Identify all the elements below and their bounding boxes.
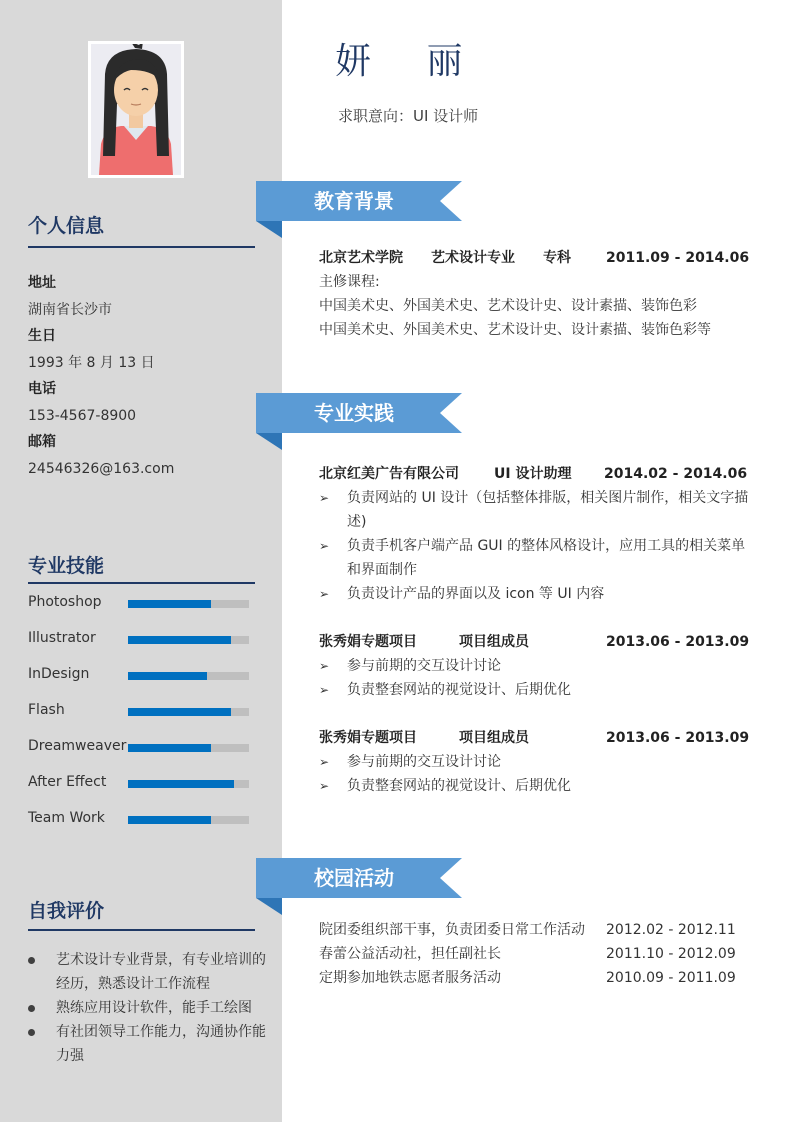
role-name: UI 设计助理 — [494, 466, 572, 482]
arrow-bullet-icon: ➢ — [319, 539, 330, 553]
skill-bar-fill — [128, 780, 234, 788]
experience-ribbon — [256, 393, 466, 450]
activities-ribbon — [256, 858, 466, 915]
experience-entry — [319, 726, 759, 798]
duty-item — [319, 678, 759, 702]
birthday-value: 1993 年 8 月 13 日 — [28, 354, 155, 371]
education-summary-row — [319, 246, 759, 270]
skills-list — [28, 586, 253, 838]
education-section — [319, 246, 759, 342]
activity-text: 春蕾公益活动社，担任副社长 — [319, 946, 501, 962]
personal-info-list — [28, 270, 258, 482]
education-ribbon — [256, 181, 466, 238]
skill-bar-track — [128, 636, 249, 644]
duty-text: 负责手机客户端产品 GUI 的整体风格设计，应用工具的相关菜单和界面制作 — [347, 538, 746, 578]
skill-bar-fill — [128, 708, 231, 716]
duty-text: 参与前期的交互设计讨论 — [347, 754, 501, 770]
duty-text: 负责设计产品的界面以及 icon 等 UI 内容 — [347, 586, 605, 602]
skill-name: After Effect — [28, 774, 107, 790]
duty-text: 负责网站的 UI 设计（包括整体排版，相关图片制作，相关文字描述) — [347, 490, 749, 530]
degree-name: 专科 — [543, 250, 571, 266]
course-line: 中国美术史、外国美术史、艺术设计史、设计素描、装饰色彩等 — [319, 322, 711, 338]
duty-item — [319, 654, 759, 678]
company-name: 张秀娟专题项目 — [319, 634, 417, 650]
skill-bar-fill — [128, 744, 211, 752]
phone-label: 电话 — [28, 381, 56, 397]
skill-name: Flash — [28, 702, 65, 718]
job-objective: 求职意向：UI 设计师 — [338, 107, 479, 125]
self-evaluation-text: 艺术设计专业背景，有专业培训的经历，熟悉设计工作流程 — [56, 952, 266, 992]
skill-row — [28, 622, 253, 658]
company-name: 张秀娟专题项目 — [319, 730, 417, 746]
arrow-bullet-icon: ➢ — [319, 755, 330, 769]
duty-text: 负责整套网站的视觉设计、后期优化 — [347, 778, 571, 794]
major-name: 艺术设计专业 — [431, 250, 515, 266]
activity-text: 定期参加地铁志愿者服务活动 — [319, 970, 501, 986]
self-evaluation-item — [28, 1020, 278, 1068]
candidate-name: 妍 丽 — [335, 41, 485, 82]
skill-bar-track — [128, 816, 249, 824]
skill-bar-track — [128, 744, 249, 752]
activities-heading: 校园活动 — [314, 866, 394, 890]
duty-item — [319, 534, 759, 582]
phone-value: 153-4567-8900 — [28, 407, 137, 424]
activities-list — [319, 918, 759, 990]
bullet-dot-icon — [28, 1005, 35, 1012]
duty-item — [319, 582, 759, 606]
skills-heading: 专业技能 — [28, 555, 105, 577]
skill-name: Team Work — [28, 810, 105, 826]
company-name: 北京红美广告有限公司 — [319, 466, 459, 482]
email-value: 24546326@163.com — [28, 460, 175, 477]
profile-photo — [88, 41, 184, 178]
duty-text: 负责整套网站的视觉设计、后期优化 — [347, 682, 571, 698]
experience-period: 2013.06 - 2013.09 — [606, 634, 750, 650]
school-name: 北京艺术学院 — [319, 250, 403, 266]
duty-item — [319, 774, 759, 798]
skill-bar-track — [128, 672, 249, 680]
email-label: 邮箱 — [28, 434, 56, 450]
education-heading: 教育背景 — [314, 189, 394, 213]
skill-bar-fill — [128, 672, 207, 680]
skill-row — [28, 694, 253, 730]
skill-bar-fill — [128, 636, 231, 644]
arrow-bullet-icon: ➢ — [319, 683, 330, 697]
skill-bar-fill — [128, 816, 211, 824]
skill-bar-track — [128, 780, 249, 788]
role-name: 项目组成员 — [459, 730, 529, 746]
skill-bar-track — [128, 600, 249, 608]
skill-name: InDesign — [28, 666, 90, 682]
experience-entry — [319, 630, 759, 702]
activity-row — [319, 966, 759, 990]
experience-period: 2013.06 - 2013.09 — [606, 730, 750, 746]
courses-label: 主修课程: — [319, 274, 380, 290]
duty-list — [319, 654, 759, 702]
course-line: 中国美术史、外国美术史、艺术设计史、设计素描、装饰色彩 — [319, 298, 697, 314]
activity-period: 2011.10 - 2012.09 — [606, 946, 736, 962]
skill-row — [28, 766, 253, 802]
activity-text: 院团委组织部干事，负责团委日常工作活动 — [319, 922, 585, 938]
self-evaluation-item — [28, 996, 278, 1020]
skill-row — [28, 730, 253, 766]
skill-row — [28, 658, 253, 694]
personal-info-rule — [28, 246, 255, 248]
skill-bar-track — [128, 708, 249, 716]
skill-row — [28, 802, 253, 838]
self-evaluation-list — [28, 948, 278, 1068]
skill-row — [28, 586, 253, 622]
self-evaluation-text: 熟练应用设计软件，能手工绘图 — [56, 1000, 252, 1016]
role-name: 项目组成员 — [459, 634, 529, 650]
birthday-label: 生日 — [28, 328, 56, 344]
duty-item — [319, 486, 759, 534]
avatar-illustration — [91, 44, 181, 175]
personal-info-heading: 个人信息 — [28, 215, 105, 237]
address-value: 湖南省长沙市 — [28, 301, 112, 318]
skill-name: Photoshop — [28, 594, 102, 610]
sidebar — [0, 0, 282, 1122]
address-label: 地址 — [28, 275, 56, 291]
education-period: 2011.09 - 2014.06 — [606, 250, 750, 266]
bullet-dot-icon — [28, 1029, 35, 1036]
skill-bar-fill — [128, 600, 211, 608]
self-evaluation-item — [28, 948, 278, 996]
experience-summary-row — [319, 462, 759, 486]
skill-name: Dreamweaver — [28, 738, 127, 754]
arrow-bullet-icon: ➢ — [319, 491, 330, 505]
duty-list — [319, 486, 759, 606]
activity-period: 2012.02 - 2012.11 — [606, 922, 736, 938]
self-evaluation-heading: 自我评价 — [28, 900, 105, 922]
skills-rule — [28, 582, 255, 584]
experience-period: 2014.02 - 2014.06 — [604, 466, 748, 482]
experience-heading: 专业实践 — [314, 401, 394, 425]
bullet-dot-icon — [28, 957, 35, 964]
experience-summary-row — [319, 630, 759, 654]
activity-period: 2010.09 - 2011.09 — [606, 970, 736, 986]
self-evaluation-text: 有社团领导工作能力，沟通协作能力强 — [56, 1024, 266, 1064]
activity-row — [319, 918, 759, 942]
experience-summary-row — [319, 726, 759, 750]
duty-item — [319, 750, 759, 774]
activity-row — [319, 942, 759, 966]
arrow-bullet-icon: ➢ — [319, 587, 330, 601]
arrow-bullet-icon: ➢ — [319, 659, 330, 673]
duty-list — [319, 750, 759, 798]
experience-entry — [319, 462, 759, 606]
duty-text: 参与前期的交互设计讨论 — [347, 658, 501, 674]
skill-name: Illustrator — [28, 630, 96, 646]
arrow-bullet-icon: ➢ — [319, 779, 330, 793]
self-evaluation-rule — [28, 929, 255, 931]
